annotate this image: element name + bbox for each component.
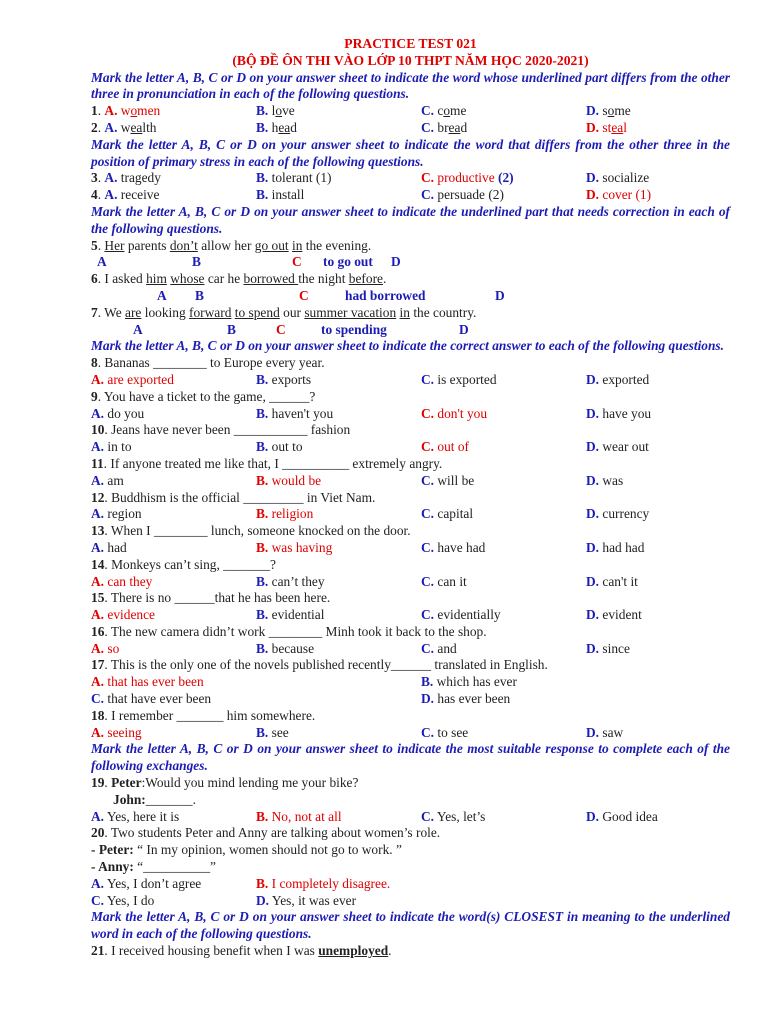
option-a: A. in to — [91, 439, 132, 455]
option-c: C. evidentially — [421, 607, 501, 623]
instruction-error-correction: Mark the letter A, B, C or D on your answer sheet to indicate the underlined part that needs correction in each of the following questions. — [91, 203, 730, 236]
question-19-stem: 19. Peter:Would you mind lending me your bike? — [91, 775, 359, 791]
question-19-reply: John:_______. — [113, 791, 196, 807]
option-b: B. would be — [256, 472, 322, 488]
option-b: B. haven't you — [256, 405, 334, 421]
marker-a: A — [133, 321, 143, 337]
question-8-stem: 8. Bananas ________ to Europe every year. — [91, 355, 325, 371]
question-3 — [91, 170, 730, 187]
instruction-correct-answer: Mark the letter A, B, C or D on your answer sheet to indicate the correct answer to each of the following questions. — [91, 338, 724, 354]
marker-b: B — [227, 321, 236, 337]
option-a: A. region — [91, 506, 142, 522]
marker-d: D — [391, 254, 401, 270]
marker-b: B — [192, 254, 201, 270]
option-a: A. had — [91, 539, 127, 555]
option-b: B. which has ever — [421, 674, 517, 690]
question-20-stem: 20. Two students Peter and Anny are talking about women’s role. — [91, 825, 441, 841]
option-c: C. to see — [421, 724, 469, 740]
question-21-stem: 21. I received housing benefit when I was unemployed. — [91, 943, 392, 959]
question-11-options — [91, 473, 730, 490]
option-a: A. so — [91, 640, 120, 656]
instruction-stress: Mark the letter A, B, C or D on your answer sheet to indicate the word that differs from the other three in the position of primary stress in each of the following questions. — [91, 136, 730, 169]
option-b: B. evidential — [256, 607, 325, 623]
question-20-line-1: - Peter: “ In my opinion, women should not go to work. ” — [91, 842, 402, 858]
instruction-exchanges: Mark the letter A, B, C or D on your answer sheet to indicate the most suitable response to complete each of the following exchanges. — [91, 741, 730, 774]
option-a: A. seeing — [91, 724, 142, 740]
option-a: A. are exported — [91, 371, 174, 387]
option-a: A. evidence — [91, 607, 155, 623]
marker-a: A — [157, 287, 167, 303]
option-d: D. had had — [586, 539, 645, 555]
question-19-options — [91, 809, 730, 826]
option-a: 4. A. receive — [91, 187, 160, 203]
option-b: B. can’t they — [256, 573, 325, 589]
option-d: D. can't it — [586, 573, 638, 589]
option-d: D. some — [586, 103, 631, 119]
question-11-stem: 11. If anyone treated me like that, I __________ extremely angry. — [91, 455, 443, 471]
question-8-options — [91, 372, 730, 389]
option-a: A. do you — [91, 405, 145, 421]
marker-b: B — [195, 287, 204, 303]
option-a: A. can they — [91, 573, 153, 589]
option-b: B. religion — [256, 506, 314, 522]
option-a: 3. A. tragedy — [91, 170, 161, 186]
marker-d: D — [495, 287, 505, 303]
option-c: C. Yes, let’s — [421, 808, 486, 824]
option-c: C. capital — [421, 506, 474, 522]
option-c: C. and — [421, 640, 457, 656]
marker-d: D — [459, 321, 469, 337]
option-d: D. saw — [586, 724, 624, 740]
marker-c: C — [292, 254, 302, 270]
correction: had borrowed — [345, 287, 426, 303]
option-d: D. Good idea — [586, 808, 658, 824]
option-d: D. currency — [586, 506, 650, 522]
question-20-line-2: - Anny: “__________” — [91, 859, 217, 875]
question-17-options-cd — [91, 691, 730, 708]
question-15-options — [91, 607, 730, 624]
option-a: A. am — [91, 472, 124, 488]
option-c: C. that have ever been — [91, 691, 212, 707]
option-b: B. was having — [256, 539, 333, 555]
option-c: C. bread — [421, 119, 468, 135]
option-c: C. is exported — [421, 371, 497, 387]
correction: to spending — [321, 321, 387, 337]
question-13-options — [91, 540, 730, 557]
question-1 — [91, 103, 730, 120]
question-6-markers — [91, 288, 730, 305]
question-12-stem: 12. Buddhism is the official _________ in Viet Nam. — [91, 489, 376, 505]
question-10-stem: 10. Jeans have never been ___________ fashion — [91, 422, 351, 438]
option-b: B. see — [256, 724, 289, 740]
question-7-markers — [91, 322, 730, 339]
option-b: B. head — [256, 119, 297, 135]
option-b: B. I completely disagree. — [256, 875, 391, 891]
option-b: B. because — [256, 640, 315, 656]
question-6: 6. I asked him whose car he borrowed the night before. — [91, 271, 387, 287]
option-d: D. cover (1) — [586, 187, 652, 203]
option-d: D. evident — [586, 607, 642, 623]
question-12-options — [91, 506, 730, 523]
instruction-pronunciation: Mark the letter A, B, C or D on your answer sheet to indicate the word whose underlined part differs from the other three in pronunciation in each of the following questions. — [91, 69, 730, 102]
question-16-stem: 16. The new camera didn’t work ________ Minh took it back to the shop. — [91, 623, 487, 639]
option-b: B. No, not at all — [256, 808, 342, 824]
option-b: B. exports — [256, 371, 312, 387]
option-c: C. have had — [421, 539, 486, 555]
question-17-stem: 17. This is the only one of the novels published recently______ translated in English. — [91, 657, 548, 673]
option-d: D. socialize — [586, 170, 650, 186]
option-d: D. have you — [586, 405, 652, 421]
question-5: 5. Her parents don’t allow her go out in the evening. — [91, 237, 372, 253]
option-a: A. Yes, here it is — [91, 808, 180, 824]
question-18-options — [91, 725, 730, 742]
question-18-stem: 18. I remember _______ him somewhere. — [91, 707, 316, 723]
question-9-stem: 9. You have a ticket to the game, ______? — [91, 388, 316, 404]
question-14-stem: 14. Monkeys can’t sing, _______? — [91, 556, 276, 572]
question-9-options — [91, 406, 730, 423]
option-d: D. steal — [586, 119, 627, 135]
instruction-closest-meaning: Mark the letter A, B, C or D on your answer sheet to indicate the word(s) CLOSEST in meaning to the underlined word in each of the following questions. — [91, 909, 730, 942]
question-2 — [91, 120, 730, 137]
option-b: B. love — [256, 103, 295, 119]
question-5-markers — [91, 254, 730, 271]
test-title: PRACTICE TEST 021 — [344, 36, 477, 51]
option-c: C. come — [421, 103, 467, 119]
question-14-options — [91, 574, 730, 591]
option-c: C. don't you — [421, 405, 488, 421]
option-c: C. Yes, I do — [91, 892, 155, 908]
option-d: D. wear out — [586, 439, 649, 455]
question-16-options — [91, 641, 730, 658]
question-20-options-cd — [91, 893, 730, 910]
test-subtitle: (BỘ ĐỀ ÔN THI VÀO LỚP 10 THPT NĂM HỌC 2020-2021) — [232, 52, 589, 68]
question-15-stem: 15. There is no ______that he has been here. — [91, 590, 331, 606]
marker-a: A — [97, 254, 107, 270]
option-d: D. exported — [586, 371, 650, 387]
option-b: B. out to — [256, 439, 303, 455]
option-c: C. persuade (2) — [421, 187, 504, 203]
correction: to go out — [323, 254, 373, 270]
question-20-options-ab — [91, 876, 730, 893]
option-a: 1. A. women — [91, 103, 161, 119]
option-b: B. install — [256, 187, 305, 203]
option-c: C. will be — [421, 472, 475, 488]
option-d: D. was — [586, 472, 624, 488]
option-d: D. since — [586, 640, 630, 656]
option-d: D. has ever been — [421, 691, 511, 707]
question-4 — [91, 187, 730, 204]
option-b: B. tolerant (1) — [256, 170, 332, 186]
option-a: 2. A. wealth — [91, 119, 157, 135]
option-c: C. out of — [421, 439, 470, 455]
question-7: 7. We are looking forward to spend our summer vacation in the country. — [91, 304, 477, 320]
option-c: C. productive (2) — [421, 170, 514, 186]
marker-c: C — [276, 321, 286, 337]
option-d: D. Yes, it was ever — [256, 892, 357, 908]
option-c: C. can it — [421, 573, 467, 589]
question-10-options — [91, 439, 730, 456]
question-13-stem: 13. When I ________ lunch, someone knocked on the door. — [91, 523, 411, 539]
option-a: A. Yes, I don’t agree — [91, 875, 202, 891]
question-17-options-ab — [91, 674, 730, 691]
marker-c: C — [299, 287, 309, 303]
option-a: A. that has ever been — [91, 674, 204, 690]
